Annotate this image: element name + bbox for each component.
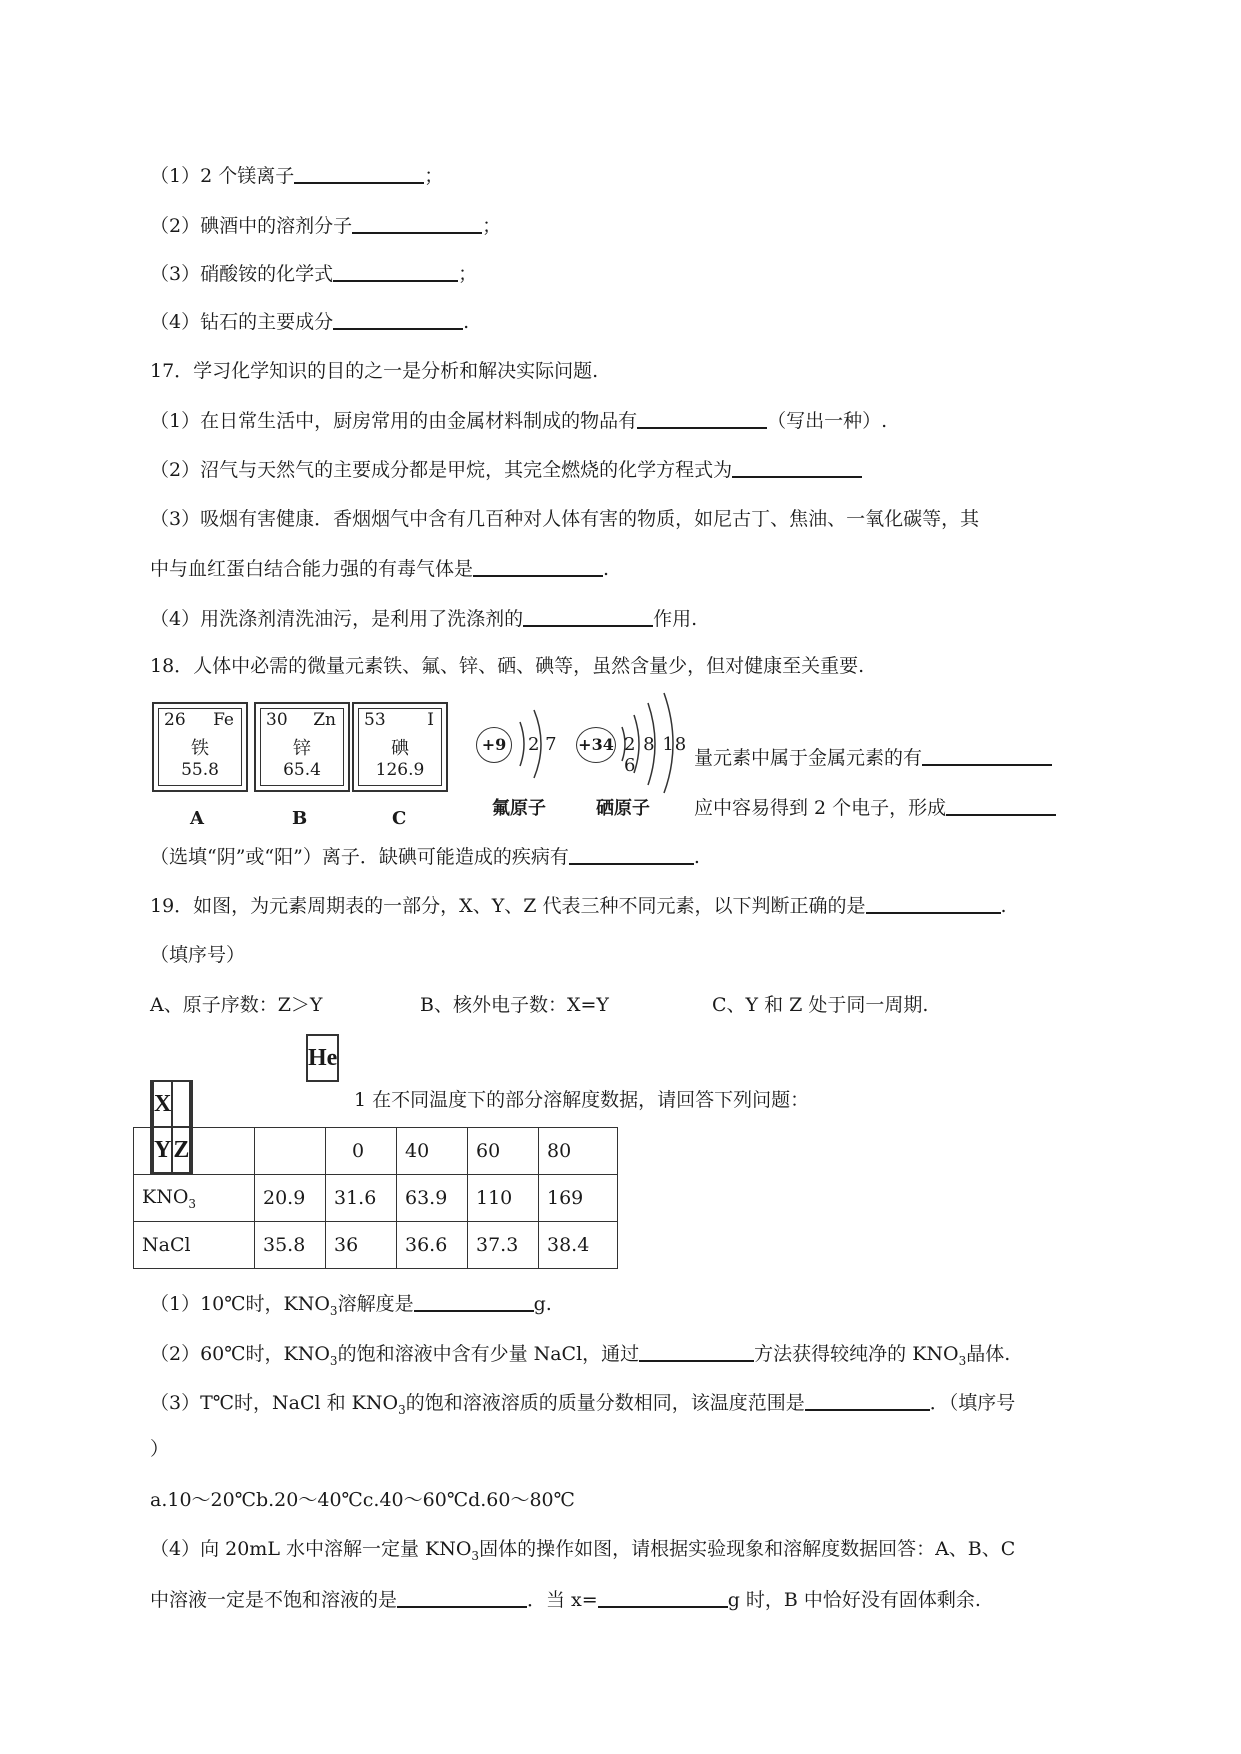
q20-line-1: （1）10℃时，$KNO_3$溶解度是 g.: [150, 1290, 552, 1324]
q20-line-2: （2）60℃时，$KNO_3$的饱和溶液中含有少量 NaCl，通过 方法获得较纯净的 $KNO_3$晶体.: [150, 1340, 1010, 1374]
q19-note: （填序号）: [150, 944, 246, 966]
row-label-nacl: NaCl: [134, 1222, 255, 1269]
q17-line-3a: （3）吸烟有害健康．香烟烟气中含有几百种对人体有害的物质，如尼古丁、焦油、一氧化碳等，其: [150, 508, 980, 530]
q17-line-3b: 中与血红蛋白结合能力强的有毒气体是 .: [150, 555, 609, 582]
answer-blank[interactable]: [414, 1290, 534, 1312]
answer-blank[interactable]: [569, 843, 694, 865]
answer-blank[interactable]: [523, 605, 653, 627]
tile-label-b: B: [292, 808, 308, 829]
q20-line-3-close: ）: [150, 1438, 170, 1460]
answer-blank[interactable]: [639, 1340, 754, 1362]
q18-title: 18．人体中必需的微量元素铁、氟、锌、硒、碘等，虽然含量少，但对健康至关重要.: [150, 655, 865, 677]
answer-blank[interactable]: [922, 744, 1052, 766]
q16-line-2: （2）碘酒中的溶剂分子 ；: [150, 212, 501, 239]
q17-title: 17．学习化学知识的目的之一是分析和解决实际问题.: [150, 360, 599, 382]
answer-blank[interactable]: [333, 308, 463, 330]
q18-line-3: （选填“阴”或“阳”）离子．缺碘可能造成的疾病有 .: [150, 843, 700, 870]
electron-shell-arcs: [472, 690, 572, 790]
answer-blank[interactable]: [732, 456, 862, 478]
answer-blank[interactable]: [294, 162, 424, 184]
answer-blank[interactable]: [473, 555, 603, 577]
q20-line-4: （4）向 20mL 水中溶解一定量 $KNO_3$固体的操作如图，请根据实验现象和溶解度数据回答：A、B、C: [150, 1538, 1016, 1563]
q17-line-2: （2）沼气与天然气的主要成分都是甲烷，其完全燃烧的化学方程式为: [150, 456, 862, 483]
answer-blank[interactable]: [397, 1586, 527, 1608]
solubility-table: [133, 1127, 618, 1269]
q16-line-1: （1）2 个镁离子 ；: [150, 162, 443, 189]
cell-empty: [190, 1081, 192, 1127]
q17-line-4: （4）用洗涤剂清洗油污，是利用了洗涤剂的 作用.: [150, 605, 697, 632]
q19-option-b: B、核外电子数：X=Y: [420, 994, 609, 1016]
element-tile-iodine: 53 I 碘 126.9: [352, 702, 448, 792]
q20-line-3: （3）T℃时，NaCl 和 $KNO_3$的饱和溶液溶质的质量分数相同，该温度范围是 ．（填序号: [150, 1389, 1015, 1423]
q16-line-4: （4）钻石的主要成分 .: [150, 308, 469, 335]
q20-options: a.10～20℃b.20～40℃c.40～60℃d.60～80℃: [150, 1489, 575, 1511]
q18-right-line-2: 应中容易得到 2 个电子，形成: [694, 794, 1056, 821]
q16-line-3: （3）硝酸铵的化学式 ；: [150, 260, 477, 287]
table-row: NaCl 35.8 36 36.6 37.3 38.4: [134, 1222, 618, 1269]
answer-blank[interactable]: [352, 212, 482, 234]
cell-he: He: [307, 1035, 338, 1081]
q19-option-a: A、原子序数：Z＞Y: [150, 994, 323, 1016]
cell-empty: [172, 1081, 190, 1127]
answer-blank[interactable]: [637, 407, 767, 429]
q19-title: 19．如图，为元素周期表的一部分，X、Y、Z 代表三种不同元素，以下判断正确的是 .: [150, 892, 1007, 919]
q19-option-c: C、Y 和 Z 处于同一周期.: [712, 994, 929, 1016]
q20-intro-partial: 1 在不同温度下的部分溶解度数据，请回答下列问题：: [354, 1089, 810, 1111]
q18-right-line-1: 量元素中属于金属元素的有: [694, 744, 1052, 771]
cell-x: X: [153, 1081, 172, 1127]
q17-line-1: （1）在日常生活中，厨房常用的由金属材料制成的物品有 （写出一种）.: [150, 407, 887, 434]
tile-label-c: C: [392, 808, 407, 829]
cell-empty: [190, 1127, 192, 1173]
answer-blank[interactable]: [598, 1586, 728, 1608]
selenium-atom-diagram: +34 2 8 18 6 硒原子: [572, 685, 692, 810]
row-label-kno3: $KNO_3$: [134, 1175, 255, 1222]
table-row: 0 40 60 80: [134, 1128, 618, 1175]
cell-z: Z: [172, 1127, 190, 1173]
q20-line-5: 中溶液一定是不饱和溶液的是 ．当 x= g 时，B 中恰好没有固体剩余.: [150, 1586, 981, 1613]
answer-blank[interactable]: [805, 1389, 930, 1411]
tile-label-a: A: [190, 808, 204, 829]
fluorine-atom-diagram: +9 2 7 氟原子: [472, 690, 572, 810]
answer-blank[interactable]: [333, 260, 458, 282]
cell-y: Y: [153, 1127, 172, 1173]
table-row: $KNO_3$ 20.9 31.6 63.9 110 169: [134, 1175, 618, 1222]
answer-blank[interactable]: [866, 892, 1001, 914]
answer-blank[interactable]: [946, 794, 1056, 816]
element-tile-zinc: 30 Zn 锌 65.4: [254, 702, 350, 792]
element-tile-iron: 26 Fe 铁 55.8: [152, 702, 248, 792]
